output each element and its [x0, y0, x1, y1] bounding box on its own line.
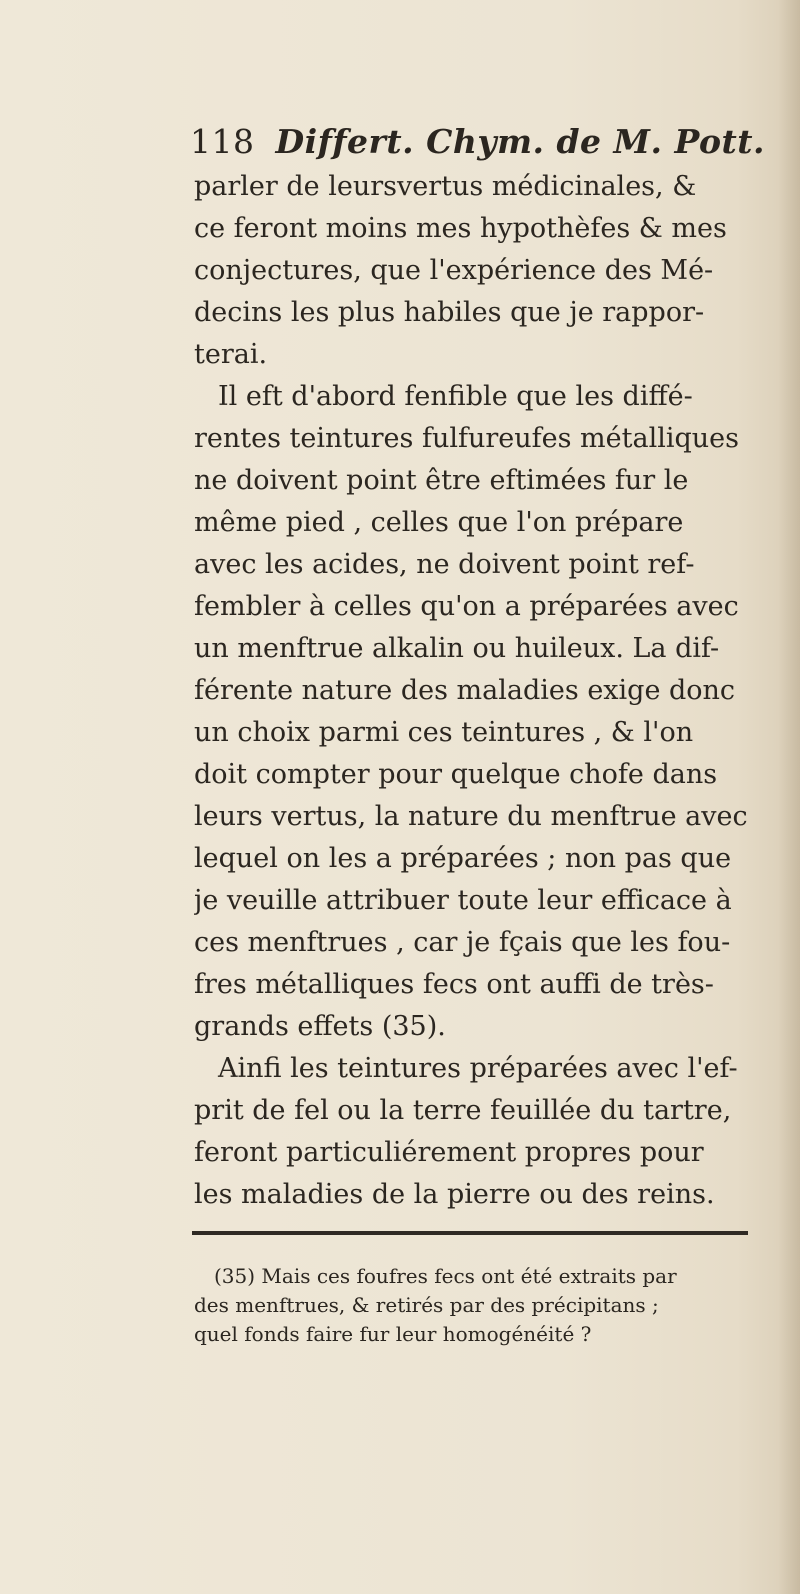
text-line: conjectures, que l'expérience des Mé-	[194, 255, 714, 286]
text-line: un menftrue alkalin ou huileux. La dif-	[194, 633, 720, 664]
text-line: fres métalliques fecs ont auffi de très-	[194, 969, 714, 1000]
text-line: grands effets (35).	[194, 1011, 446, 1042]
text-line: lequel on les a préparées ; non pas que	[194, 843, 732, 874]
text-line: avec les acides, ne doivent point ref-	[194, 549, 695, 580]
footnote-line: quel fonds faire fur leur homogénéité ?	[194, 1322, 592, 1346]
text-line: prit de fel ou la terre feuillée du tartre,	[194, 1095, 732, 1126]
text-line: ne doivent point être eftimées fur le	[194, 465, 689, 496]
text-line: férente nature des maladies exige donc	[194, 675, 736, 706]
page-number: 118	[190, 122, 255, 161]
text-line: doit compter pour quelque chofe dans	[194, 759, 718, 790]
text-line: les maladies de la pierre ou des reins.	[194, 1179, 715, 1210]
text-line: un choix parmi ces teintures , & l'on	[194, 717, 694, 748]
running-head-title: Differt. Chym. de M. Pott.	[275, 122, 765, 161]
text-line: même pied , celles que l'on prépare	[194, 507, 684, 538]
running-head	[190, 122, 765, 161]
footnote-line: des menftrues, & retirés par des précipitans ;	[194, 1293, 659, 1317]
text-line: fembler à celles qu'on a préparées avec	[194, 591, 739, 622]
text-line: terai.	[194, 339, 268, 370]
text-line: decins les plus habiles que je rappor-	[194, 297, 705, 328]
text-line: feront particuliérement propres pour	[194, 1137, 704, 1168]
text-line: leurs vertus, la nature du menftrue avec	[194, 801, 748, 832]
text-line: rentes teintures fulfureufes métalliques	[194, 423, 739, 454]
text-line: Il eft d'abord fenfible que les diffé-	[218, 381, 693, 412]
footnote-divider	[192, 1231, 748, 1235]
body-text	[194, 166, 784, 1216]
text-line: parler de leursvertus médicinales, &	[194, 171, 697, 202]
text-line: je veuille attribuer toute leur efficace à	[194, 885, 732, 916]
text-line: Ainfi les teintures préparées avec l'ef-	[218, 1053, 738, 1084]
text-line: ces menftrues , car je fçais que les fou-	[194, 927, 731, 958]
footnote	[194, 1262, 774, 1349]
text-line: ce feront moins mes hypothèfes & mes	[194, 213, 727, 244]
footnote-line: (35) Mais ces foufres fecs ont été extraits par	[214, 1264, 677, 1288]
